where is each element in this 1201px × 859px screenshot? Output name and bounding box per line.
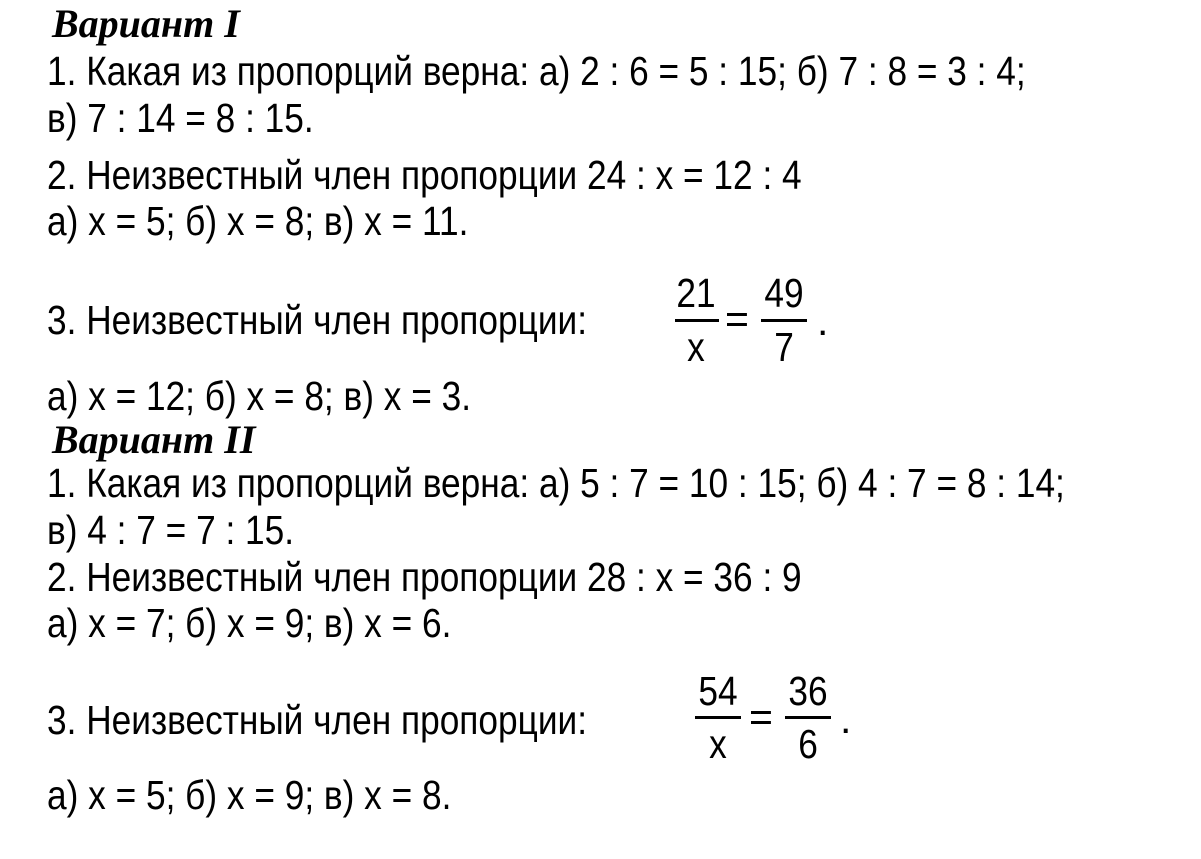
- v2-frac-left-bar: [695, 716, 741, 719]
- v2-q1-line2: в) 4 : 7 = 7 : 15.: [47, 507, 295, 553]
- v1-frac-right-denominator: 7: [774, 324, 794, 370]
- v2-frac-right-numerator: 36: [788, 668, 828, 714]
- v1-q1-line2: в) 7 : 14 = 8 : 15.: [47, 95, 314, 141]
- v1-q1-line1: 1. Какая из пропорций верна: а) 2 : 6 = 5 : 15; б) 7 : 8 = 3 : 4;: [47, 48, 1026, 94]
- v1-frac-left-denominator: х: [687, 324, 705, 370]
- v2-q3-equation: [692, 668, 862, 768]
- v1-frac-right-bar: [761, 319, 807, 322]
- v2-q3-answers: а) х = 5; б) х = 9; в) х = 8.: [47, 772, 452, 818]
- variant-2-heading: Вариант II: [52, 417, 256, 462]
- v1-frac-left-numerator: 21: [676, 270, 716, 316]
- v1-q3-equation: [672, 270, 842, 370]
- v2-frac-left-numerator: 54: [698, 668, 738, 714]
- v2-q1-line1: 1. Какая из пропорций верна: а) 5 : 7 = 10 : 15; б) 4 : 7 = 8 : 14;: [47, 460, 1065, 506]
- v2-q2-line2: а) х = 7; б) х = 9; в) х = 6.: [47, 600, 452, 646]
- v2-q3-prefix: 3. Неизвестный член пропорции:: [47, 697, 588, 743]
- v1-equals-sign: =: [725, 296, 749, 342]
- v2-equation-period: .: [840, 696, 852, 742]
- v2-frac-left-denominator: х: [709, 721, 727, 767]
- v2-frac-right-denominator: 6: [798, 721, 818, 767]
- v1-q2-line1: 2. Неизвестный член пропорции 24 : х = 12 : 4: [47, 152, 802, 198]
- variant-1-heading: Вариант I: [52, 1, 240, 46]
- v1-frac-right-numerator: 49: [764, 270, 804, 316]
- v1-q3-prefix: 3. Неизвестный член пропорции:: [47, 297, 588, 343]
- v1-frac-left-bar: [675, 319, 719, 322]
- v1-q3-answers: а) х = 12; б) х = 8; в) х = 3.: [47, 373, 472, 419]
- v2-frac-right-bar: [785, 716, 831, 719]
- v1-equation-period: .: [817, 298, 829, 344]
- v2-q2-line1: 2. Неизвестный член пропорции 28 : х = 36 : 9: [47, 554, 802, 600]
- v2-equals-sign: =: [749, 694, 773, 740]
- v1-q2-line2: а) х = 5; б) х = 8; в) х = 11.: [47, 198, 469, 244]
